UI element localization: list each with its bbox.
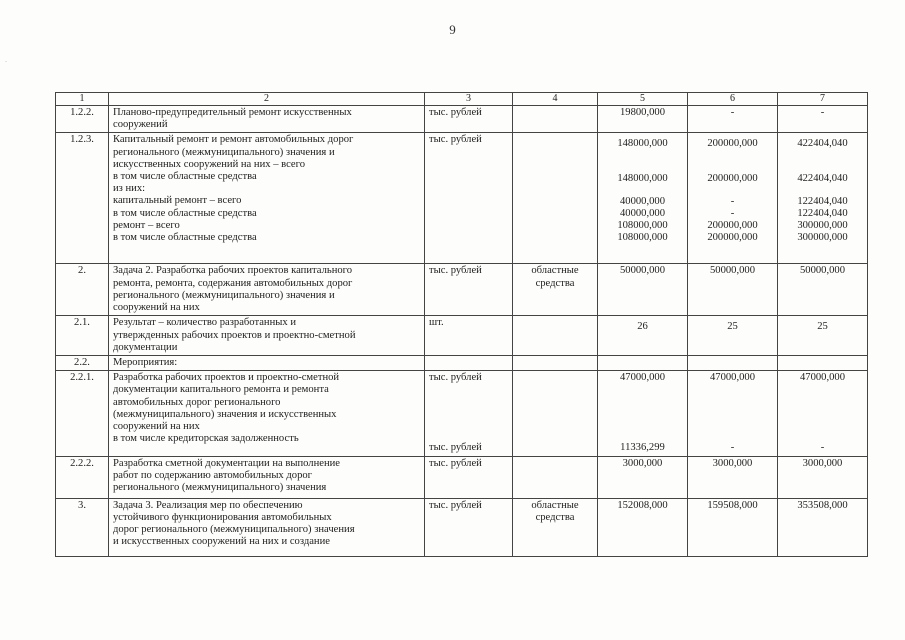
row-description <box>109 371 425 456</box>
row-value-v6 <box>688 264 778 316</box>
value-line: 200000,000 <box>707 232 758 244</box>
cell-line: Разработка рабочих проектов и проектно-сметной <box>113 372 340 384</box>
row-value-v7 <box>778 356 868 371</box>
unit-line: тыс. рублей <box>429 457 482 469</box>
value-line: 40000,000 <box>619 208 666 220</box>
row-number: 2. <box>56 264 109 316</box>
cell-line: регионального (межмуниципального) значения и <box>113 289 335 301</box>
value-line: 11336,299 <box>620 442 665 454</box>
row-description <box>109 456 425 498</box>
scan-mark: . <box>5 55 7 64</box>
header-cell-5: 5 <box>598 93 688 106</box>
row-source <box>513 264 598 316</box>
data-table <box>55 92 868 557</box>
row-source <box>513 371 598 456</box>
row-source <box>513 356 598 371</box>
table-row <box>56 498 868 556</box>
value-line: - <box>730 208 735 220</box>
value-line: 422404,040 <box>797 172 848 184</box>
cell-line: в том числе областные средства <box>113 171 257 183</box>
row-unit <box>425 106 513 133</box>
cell-line: Задача 3. Реализация мер по обеспечению <box>113 499 303 511</box>
value-line <box>782 185 863 196</box>
table-row <box>56 316 868 356</box>
cell-line: и искусственных сооружений на них и создание <box>113 536 330 548</box>
header-cell-7: 7 <box>778 93 868 106</box>
row-value-v7 <box>778 106 868 133</box>
row-value-v5 <box>598 356 688 371</box>
value-line <box>692 162 773 173</box>
cell-line: работ по содержанию автомобильных дорог <box>113 469 313 481</box>
row-value-v6 <box>688 316 778 356</box>
cell-line: из них: <box>113 183 146 195</box>
value-line: 148000,000 <box>617 138 668 150</box>
value-line: 3000,000 <box>712 457 753 469</box>
value-line: 122404,040 <box>797 208 848 220</box>
row-number: 1.2.2. <box>56 106 109 133</box>
row-number: 3. <box>56 498 109 556</box>
value-line: - <box>730 195 735 207</box>
value-line: 50000,000 <box>619 265 666 277</box>
unit-line: тыс. рублей <box>429 499 482 511</box>
row-source <box>513 316 598 356</box>
value-line: 40000,000 <box>619 195 666 207</box>
cell-line: документации <box>113 341 178 353</box>
cell-line: утвержденных рабочих проектов и проектно-сметной <box>113 329 356 341</box>
row-value-v5 <box>598 498 688 556</box>
unit-line: тыс. рублей <box>429 134 482 146</box>
unit-line: тыс. рублей <box>429 372 482 384</box>
header-cell-1: 1 <box>56 93 109 106</box>
value-line <box>782 151 863 162</box>
table-row <box>56 133 868 264</box>
value-line: - <box>820 107 825 118</box>
row-value-v5 <box>598 264 688 316</box>
value-line <box>782 162 863 173</box>
value-line <box>692 151 773 162</box>
row-description <box>109 498 425 556</box>
value-line: 47000,000 <box>709 372 756 384</box>
cell-line: Мероприятия: <box>113 357 178 369</box>
row-description <box>109 133 425 264</box>
unit-line: тыс. рублей <box>429 107 482 118</box>
row-unit <box>425 371 513 456</box>
table-row <box>56 356 868 371</box>
row-value-v7 <box>778 371 868 456</box>
cell-line: в том числе кредиторская задолженность <box>113 433 299 445</box>
cell-line: средства <box>535 511 575 523</box>
row-value-v7 <box>778 316 868 356</box>
table-row <box>56 371 868 456</box>
value-line <box>602 162 683 173</box>
value-line: 353508,000 <box>797 499 848 511</box>
row-source <box>513 133 598 264</box>
row-number: 2.1. <box>56 316 109 356</box>
cell-line: сооружений на них <box>113 421 200 433</box>
row-unit <box>425 498 513 556</box>
row-value-v6 <box>688 133 778 264</box>
value-line: 50000,000 <box>709 265 756 277</box>
row-value-v5 <box>598 371 688 456</box>
cell-line: Разработка сметной документации на выполнение <box>113 457 341 469</box>
row-source <box>513 498 598 556</box>
row-unit <box>425 316 513 356</box>
cell-line: (межмуниципального) значения и искусственных <box>113 408 337 420</box>
cell-line: капитальный ремонт – всего <box>113 195 242 207</box>
header-row <box>56 93 868 106</box>
table-row <box>56 456 868 498</box>
header-cell-6: 6 <box>688 93 778 106</box>
cell-line: ремонта, ремонта, содержания автомобильных дорог <box>113 277 353 289</box>
unit-line: шт. <box>429 317 444 329</box>
cell-line: устойчивого функционирования автомобильных <box>113 511 332 523</box>
value-line: 422404,040 <box>797 138 848 150</box>
value-line: 200000,000 <box>707 138 758 150</box>
row-number: 2.2.1. <box>56 371 109 456</box>
cell-line: сооружений на них <box>113 302 200 314</box>
cell-line: регионального (межмуниципального) значения <box>113 482 327 494</box>
table-row <box>56 106 868 133</box>
row-description <box>109 316 425 356</box>
row-value-v7 <box>778 264 868 316</box>
page-number: 9 <box>449 22 456 37</box>
unit-spacer <box>429 384 508 442</box>
value-line: 3000,000 <box>802 457 843 469</box>
cell-line: Задача 2. Разработка рабочих проектов капитального <box>113 265 353 277</box>
value-line: 200000,000 <box>707 220 758 232</box>
row-unit <box>425 264 513 316</box>
row-value-v6 <box>688 106 778 133</box>
value-line: 152008,000 <box>617 499 668 511</box>
value-line: 300000,000 <box>797 220 848 232</box>
row-source <box>513 456 598 498</box>
row-description <box>109 356 425 371</box>
value-line: 47000,000 <box>799 372 846 384</box>
row-unit <box>425 456 513 498</box>
unit-line: тыс. рублей <box>429 265 482 277</box>
row-value-v6 <box>688 356 778 371</box>
value-line: 159508,000 <box>707 499 758 511</box>
value-line: 108000,000 <box>617 220 668 232</box>
row-description <box>109 106 425 133</box>
value-line: 47000,000 <box>619 372 666 384</box>
value-line <box>602 185 683 196</box>
cell-line: областные <box>531 499 579 511</box>
value-line: 3000,000 <box>622 457 663 469</box>
header-cell-3: 3 <box>425 93 513 106</box>
row-number: 1.2.3. <box>56 133 109 264</box>
row-value-v6 <box>688 498 778 556</box>
cell-line: ремонт – всего <box>113 219 180 231</box>
row-value-v5 <box>598 133 688 264</box>
cell-line: дорог регионального (межмуниципального) значения <box>113 524 355 536</box>
value-line: 122404,040 <box>797 195 848 207</box>
value-line: 300000,000 <box>797 232 848 244</box>
value-line: 148000,000 <box>617 172 668 184</box>
cell-line: в том числе областные средства <box>113 232 257 244</box>
value-line: 50000,000 <box>799 265 846 277</box>
row-number: 2.2. <box>56 356 109 371</box>
header-cell-2: 2 <box>109 93 425 106</box>
row-value-v7 <box>778 133 868 264</box>
cell-line: областные <box>531 265 579 277</box>
value-line: 26 <box>637 321 648 333</box>
row-value-v5 <box>598 456 688 498</box>
value-line <box>692 185 773 196</box>
cell-line: Результат – количество разработанных и <box>113 317 296 329</box>
cell-line: Планово-предупредительный ремонт искусственных <box>113 107 352 118</box>
value-line: 25 <box>727 321 738 333</box>
value-line: 108000,000 <box>617 232 668 244</box>
cell-line: средства <box>535 277 575 289</box>
cell-line: в том числе областные средства <box>113 207 257 219</box>
cell-line: сооружений <box>113 119 168 131</box>
cell-line: регионального (межмуниципального) значения и <box>113 146 335 158</box>
value-line: 25 <box>817 321 828 333</box>
row-value-v7 <box>778 498 868 556</box>
table-row <box>56 264 868 316</box>
row-source <box>513 106 598 133</box>
row-value-v5 <box>598 316 688 356</box>
value-line: 19800,000 <box>619 107 666 118</box>
cell-line: документации капитального ремонта и ремонта <box>113 384 329 396</box>
unit-line: тыс. рублей <box>429 442 482 454</box>
row-value-v6 <box>688 456 778 498</box>
cell-line: искусственных сооружений на них – всего <box>113 158 305 170</box>
value-line: - <box>730 442 735 454</box>
value-line: - <box>730 107 735 118</box>
row-value-v6 <box>688 371 778 456</box>
value-line: 200000,000 <box>707 172 758 184</box>
table-body <box>56 106 868 557</box>
row-unit <box>425 356 513 371</box>
value-line <box>602 151 683 162</box>
row-value-v5 <box>598 106 688 133</box>
row-unit <box>425 133 513 264</box>
value-line: - <box>820 442 825 454</box>
cell-line: автомобильных дорог регионального <box>113 396 281 408</box>
cell-line: Капитальный ремонт и ремонт автомобильных дорог <box>113 134 354 146</box>
row-description <box>109 264 425 316</box>
header-cell-4: 4 <box>513 93 598 106</box>
row-number: 2.2.2. <box>56 456 109 498</box>
row-value-v7 <box>778 456 868 498</box>
